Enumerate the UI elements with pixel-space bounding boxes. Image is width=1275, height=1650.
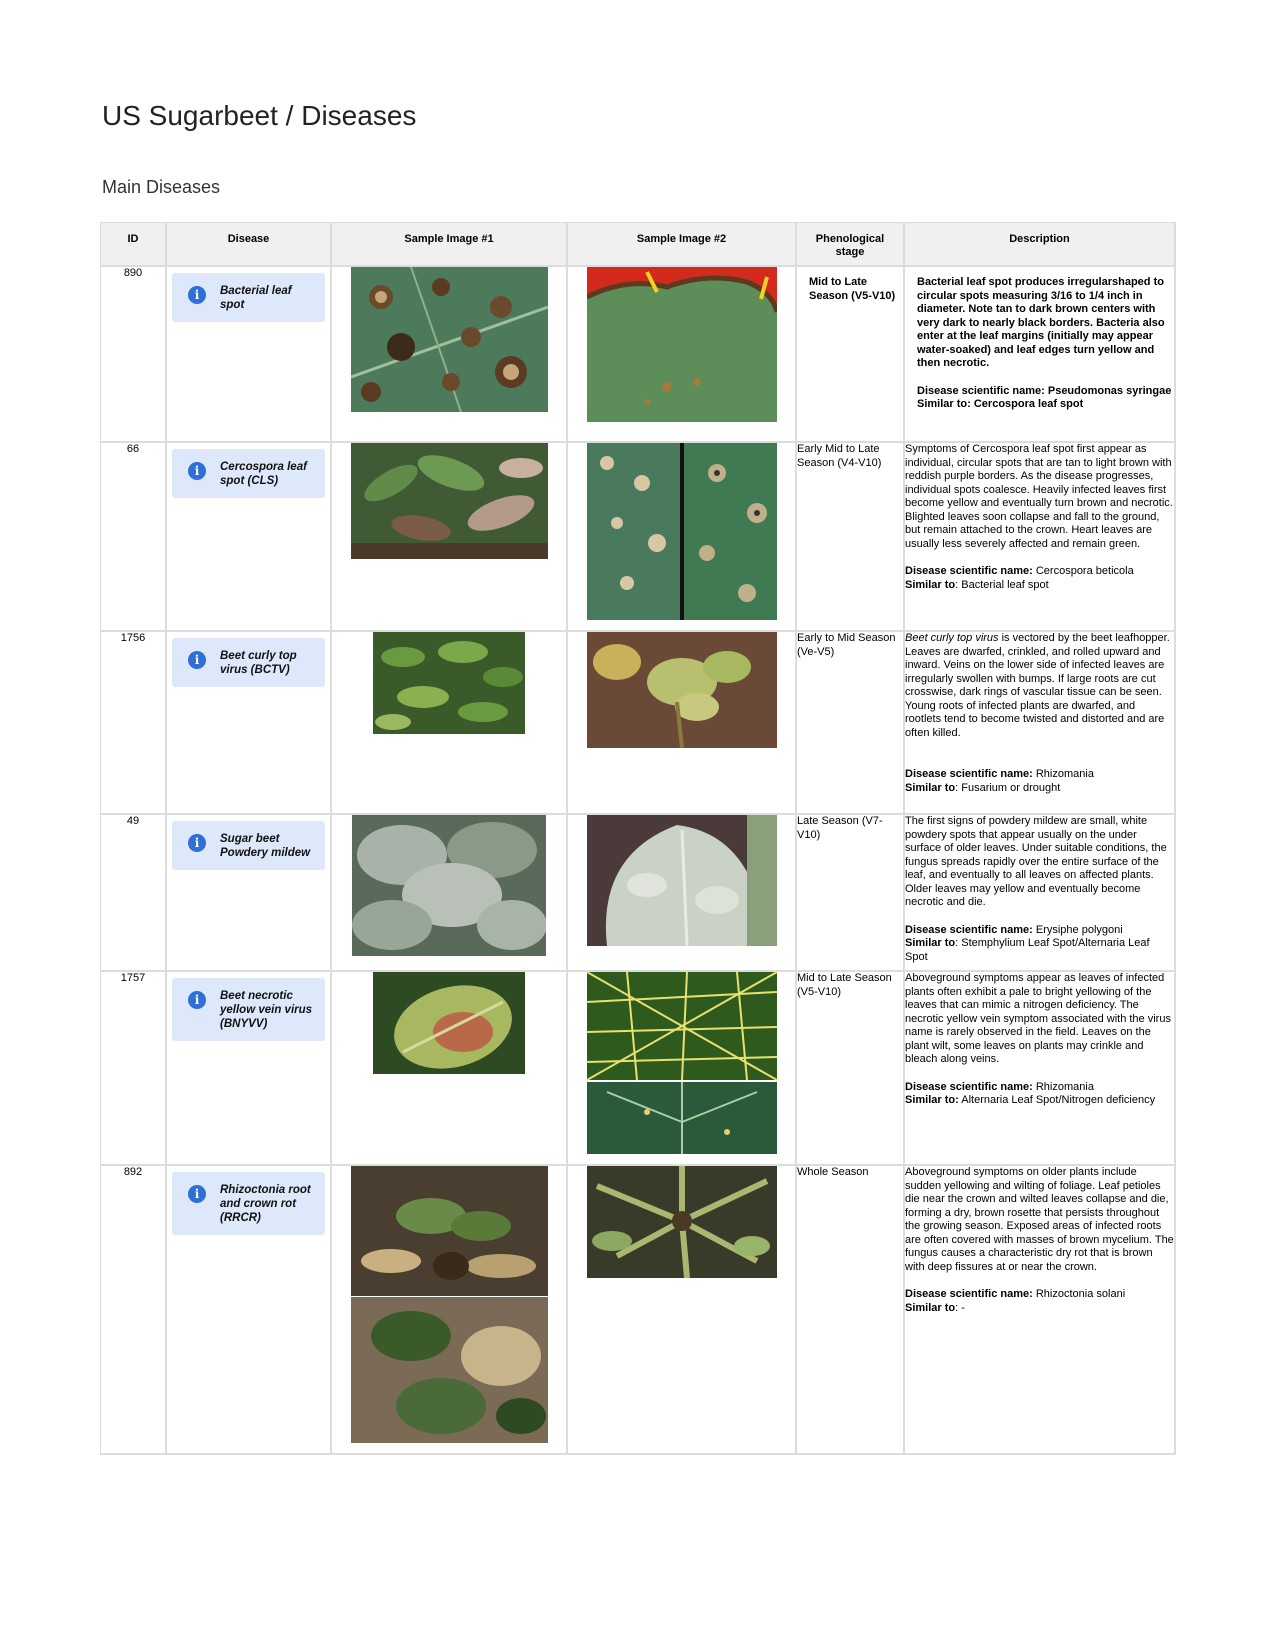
row-id: 890 xyxy=(101,267,167,443)
disease-name: Sugar beet Powdery mildew xyxy=(220,833,311,859)
description-cell xyxy=(905,632,1176,815)
table-row xyxy=(101,815,1176,972)
disease-link-rhizoctonia[interactable] xyxy=(172,1172,325,1235)
info-icon: i xyxy=(188,462,206,480)
disease-name: Bacterial leaf spot xyxy=(220,285,292,311)
table-row xyxy=(101,1166,1176,1455)
leaf-edge-photo xyxy=(587,267,777,422)
disease-cell xyxy=(167,815,332,972)
description-cell xyxy=(905,1166,1176,1455)
mildew-leaf-photo xyxy=(587,815,777,946)
stage-cell: Mid to Late Season (V5-V10) xyxy=(797,267,905,443)
section-title: Main Diseases xyxy=(102,177,221,197)
row-id: 892 xyxy=(101,1166,167,1455)
description-text: Aboveground symptoms appear as leaves of infected plants often exhibit a pale to bright yellowing of the leaves that can mimic a nitrogen deficiency. The necrotic yellow vein symptom associated with the virus name is rarely observed in the field. Leaves on the plant wilt, some leaves on plants may crinkle and bleach along veins. xyxy=(905,972,1171,1065)
plant-photo xyxy=(351,443,548,559)
table-row xyxy=(101,972,1176,1166)
disease-link-beet-curly-top-virus[interactable] xyxy=(172,638,325,687)
curled-plant-photo xyxy=(587,632,777,748)
field-photo xyxy=(373,632,525,734)
sample-image-2-cell xyxy=(568,443,797,632)
sample-image-1-cell xyxy=(332,815,568,972)
sample-image-2-cell xyxy=(568,267,797,443)
sample-image-2-cell xyxy=(568,972,797,1166)
crown-rot-photo xyxy=(587,1166,777,1278)
disease-cell xyxy=(167,443,332,632)
description-text: Aboveground symptoms on older plants include sudden yellowing and wilting of foliage. Leaf petioles die near the crown and wilted leaves collapse and die, forming a dry, brown rosette that persists throughout the growing season. Exposed areas of infected roots are often covered with masses of brown mycelium. The fungus causes a characteristic dry rot that is brown with deep fissures at or near the crown. xyxy=(905,1166,1174,1273)
description-text: The first signs of powdery mildew are small, white powdery spots that appear usually on the under surface of older leaves. Under suitable conditions, the fungus spreads rapidly over the entire surface of the leaf, and eventually to all leaves on affected plants. Older leaves may yellow and eventually become necrotic and die. xyxy=(905,815,1167,908)
stage-cell: Mid to Late Season (V5-V10) xyxy=(797,972,905,1166)
description-cell xyxy=(905,443,1176,632)
description-text: Symptoms of Cercospora leaf spot first appear as individual, circular spots that are tan to light brown with reddish purple borders. As the disease progresses, individual spots coalesce. Heavily infected leaves first become yellow and eventually turn brown and necrotic. Blighted leaves soon collapse and fall to the ground, but remain attached to the crown. Heart leaves are usually less severely affected and remain green. xyxy=(905,443,1173,550)
wilted-plant-photo xyxy=(351,1166,548,1443)
scientific-name: Disease scientific name: Cercospora beticola Similar to: Bacterial leaf spot xyxy=(905,565,1134,591)
disease-name: Cercospora leaf spot (CLS) xyxy=(220,461,307,487)
sample-image-2-cell xyxy=(568,1166,797,1455)
disease-name: Beet curly top virus (BCTV) xyxy=(220,650,297,676)
scientific-name: Disease scientific name: Rhizomania Similar to: Fusarium or drought xyxy=(905,768,1094,794)
info-icon: i xyxy=(188,651,206,669)
table-header-row xyxy=(101,223,1176,267)
header-stage: Phenological stage xyxy=(797,223,905,267)
info-icon: i xyxy=(188,1185,206,1203)
scientific-name: Disease scientific name: Rhizoctonia solani Similar to: - xyxy=(905,1288,1126,1314)
disease-link-bacterial-leaf-spot[interactable] xyxy=(172,273,325,322)
leaf-spots-photo xyxy=(587,443,777,620)
disease-link-powdery-mildew[interactable] xyxy=(172,821,325,870)
disease-cell xyxy=(167,267,332,443)
stage-cell: Late Season (V7-V10) xyxy=(797,815,905,972)
info-icon: i xyxy=(188,834,206,852)
header-image1: Sample Image #1 xyxy=(332,223,568,267)
disease-name: Beet necrotic yellow vein virus (BNYVV) xyxy=(220,990,313,1030)
sample-image-1-cell xyxy=(332,972,568,1166)
header-description: Description xyxy=(905,223,1176,267)
description-cell xyxy=(905,815,1176,972)
row-id: 66 xyxy=(101,443,167,632)
header-disease: Disease xyxy=(167,223,332,267)
description-cell xyxy=(905,267,1176,443)
disease-cell xyxy=(167,1166,332,1455)
sample-image-2-cell xyxy=(568,815,797,972)
vein-yellowing-photo xyxy=(587,972,777,1154)
info-icon: i xyxy=(188,991,206,1009)
scientific-name: Disease scientific name: Erysiphe polygoni Similar to: Stemphylium Leaf Spot/Alternaria Leaf Spot xyxy=(905,923,1150,963)
disease-link-bnyvv[interactable] xyxy=(172,978,325,1041)
stage-cell: Early to Mid Season (Ve-V5) xyxy=(797,632,905,815)
table-row xyxy=(101,267,1176,443)
header-id: ID xyxy=(101,223,167,267)
header-image2: Sample Image #2 xyxy=(568,223,797,267)
scientific-name: Disease scientific name: Pseudomonas syringae Similar to: Cercospora leaf spot xyxy=(917,384,1172,410)
scientific-name: Disease scientific name: Rhizomania Similar to: Alternaria Leaf Spot/Nitrogen deficiency xyxy=(905,1080,1156,1106)
yellow-leaf-photo xyxy=(373,972,525,1074)
description-text: Beet curly top virus is vectored by the beet leafhopper. Leaves are dwarfed, crinkled, and rolled upward and inward. Veins on the lower side of infected leaves are irregularly swollen with bumps. If large roots are cut crosswise, dark rings of vascular tissue can be seen. Young roots of infected plants are dwarfed, and rootlets tend to become twisted and distorted and are often killed. xyxy=(905,632,1170,739)
disease-link-cercospora-leaf-spot[interactable] xyxy=(172,449,325,498)
sample-image-1-cell xyxy=(332,443,568,632)
leaf-spot-photo xyxy=(351,267,548,412)
description-cell xyxy=(905,972,1176,1166)
row-id: 1756 xyxy=(101,632,167,815)
sample-image-2-cell xyxy=(568,632,797,815)
row-id: 1757 xyxy=(101,972,167,1166)
disease-cell xyxy=(167,972,332,1166)
sample-image-1-cell xyxy=(332,267,568,443)
row-id: 49 xyxy=(101,815,167,972)
table-row xyxy=(101,443,1176,632)
diseases-table xyxy=(100,222,1176,1455)
disease-name: Rhizoctonia root and crown rot (RRCR) xyxy=(220,1184,311,1224)
description-text: Bacterial leaf spot produces irregularshaped to circular spots measuring 3/16 to 1/4 inch in diameter. Note tan to dark brown centers with very dark to nearly black borders. Bacteria also enter at the leaf margins (initially may appear water-soaked) and leaf edges turn yellow and then necrotic. xyxy=(917,276,1165,369)
mildew-plant-photo xyxy=(352,815,546,956)
stage-cell: Early Mid to Late Season (V4-V10) xyxy=(797,443,905,632)
stage-cell: Whole Season xyxy=(797,1166,905,1455)
info-icon: i xyxy=(188,286,206,304)
sample-image-1-cell xyxy=(332,632,568,815)
disease-cell xyxy=(167,632,332,815)
page-title: US Sugarbeet / Diseases xyxy=(102,100,417,131)
sample-image-1-cell xyxy=(332,1166,568,1455)
table-row xyxy=(101,632,1176,815)
